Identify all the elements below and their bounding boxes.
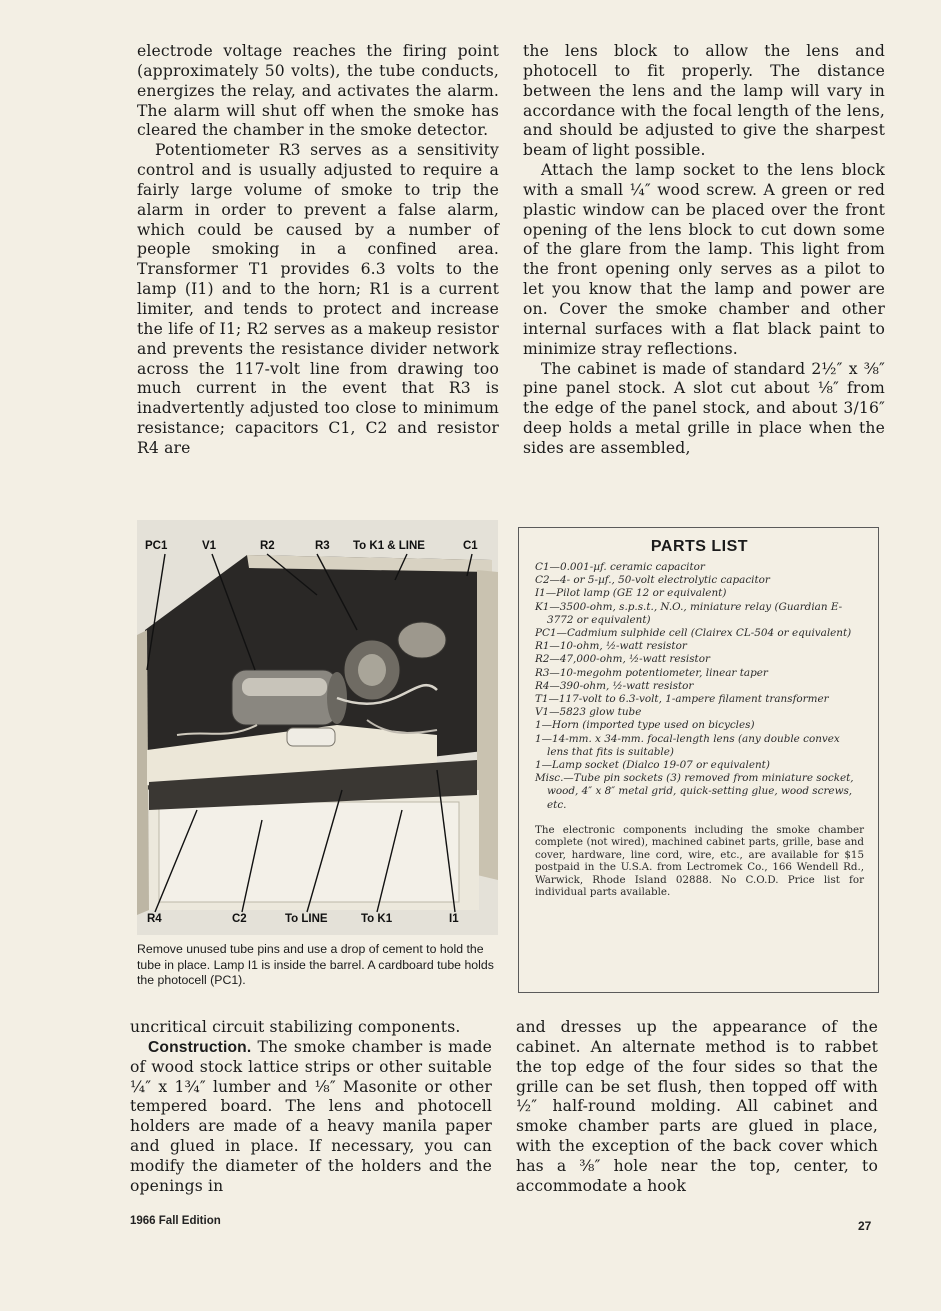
parts-list-item: PC1—Cadmium sulphide cell (Clairex CL-504 or equivalent) <box>535 627 852 640</box>
glow-tube <box>232 670 347 725</box>
assembly-photo-illustration <box>137 520 498 935</box>
relay <box>344 640 400 700</box>
parts-list-item: Misc.—Tube pin sockets (3) removed from miniature socket, wood, 4″ x 8″ metal grid, quick-setting glue, wood screws, etc. <box>535 772 854 811</box>
parts-list-item: 1—Lamp socket (Dialco 19-07 or equivalent) <box>535 759 770 772</box>
photo-label: R4 <box>147 913 162 925</box>
horn <box>398 622 446 658</box>
parts-list-box <box>518 527 879 993</box>
parts-list-item: R2—47,000-ohm, ½-watt resistor <box>535 653 710 666</box>
parts-list-title: PARTS LIST <box>650 538 749 555</box>
parts-list-item: C2—4- or 5-µf., 50-volt electrolytic capacitor <box>535 574 770 587</box>
text-column-top-left <box>137 42 499 459</box>
parts-availability-note: The electronic components including the smoke chamber complete (not wired), machined cabinet parts, grille, base and cover, hardware, line cord, wire, etc., are available for $15 postpaid in the U.S.A. from Lectromek Co., 166 Wendell Rd., Warwick, Rhode Island 02888. No C.O.D. Price list for individual parts available. <box>535 823 864 899</box>
photo-label: To LINE <box>285 913 328 925</box>
paragraph: The cabinet is made of standard 2½″ x ⅜″ pine panel stock. A slot cut about ⅛″ from the edge of the panel stock, and about 3/16″ deep holds a metal grille in place when the sides are assembled, <box>523 359 885 457</box>
parts-list-item: C1—0.001-µf. ceramic capacitor <box>535 561 705 573</box>
parts-list-item: K1—3500-ohm, s.p.s.t., N.O., miniature relay (Guardian E-3772 or equivalent) <box>535 600 843 626</box>
photo-label: To K1 & LINE <box>353 540 425 552</box>
parts-list-item: R4—390-ohm, ½-watt resistor <box>535 679 694 692</box>
paragraph: and dresses up the appearance of the cabinet. An alternate method is to rabbet the top edge of the four sides so that the grille can be set flush, then topped off with ½″ half-round molding. All cabinet and smoke chamber parts are glued in place, with the exception of the back cover which has a ⅜″ hole near the top, center, to accommodate a hook <box>516 1018 878 1195</box>
paragraph: Potentiometer R3 serves as a sensitivity control and is usually adjusted to require a fairly large volume of smoke to trip the alarm in order to prevent a false alarm, which could be caused by a number of people smoking in a confined area. Transformer T1 provides 6.3 volts to the lamp (I1) and to the horn; R1 is a current limiter, and tends to protect and increase the life of I1; R2 serves as a makeup resistor and prevents the resistance divider network across the 117-volt line from drawing too much current in the event that R3 is inadvertently adjusted too close to minimum resistance; capacitors C1, C2 and resistor R4 are <box>137 141 499 457</box>
parts-list-item: 1—Horn (imported type used on bicycles) <box>535 719 755 732</box>
photo-label: To K1 <box>361 913 393 925</box>
paragraph <box>130 1038 492 1197</box>
photo-label: PC1 <box>145 540 168 552</box>
paragraph: the lens block to allow the lens and photocell to fit properly. The distance between the lens and the lamp will vary in accordance with the focal length of the lens, and should be adjusted to give the sharpest beam of light possible. <box>523 42 885 160</box>
photo-label: C2 <box>232 913 247 925</box>
parts-list <box>535 561 864 812</box>
photo-caption: Remove unused tube pins and use a drop of cement to hold the tube in place. Lamp I1 is inside the barrel. A cardboard tube holds the photocell (PC1). <box>137 942 494 987</box>
paragraph: uncritical circuit stabilizing components. <box>130 1018 461 1036</box>
parts-list-item: R1—10-ohm, ½-watt resistor <box>535 640 687 653</box>
parts-list-item: R3—10-megohm potentiometer, linear taper <box>535 666 768 679</box>
footer-edition: 1966 Fall Edition <box>130 1215 221 1227</box>
parts-list-item: 1—14-mm. x 34-mm. focal-length lens (any double convex lens that fits is suitable) <box>535 732 840 758</box>
assembly-photo <box>137 520 498 935</box>
paragraph: Attach the lamp socket to the lens block with a small ¼″ wood screw. A green or red plastic window can be placed over the front opening of the lens block to cut down some of the glare from the lamp. This light from the front opening only serves as a pilot to let you know that the lamp and power are on. Cover the smoke chamber and other internal surfaces with a flat black paint to minimize stray reflections. <box>523 161 885 358</box>
section-heading-construction: Construction. <box>148 1038 252 1056</box>
photo-label: R2 <box>260 540 275 552</box>
photo-label: V1 <box>202 540 217 552</box>
parts-list-item: V1—5823 glow tube <box>535 706 642 719</box>
paragraph-text: The smoke chamber is made of wood stock lattice strips or other suitable ¼″ x 1¾″ lumber and ⅛″ Masonite or other tempered board. The lens and photocell holders are made of a heavy manila paper and glued in place. If necessary, you can modify the diameter of the holders and the openings in <box>130 1037 492 1195</box>
paragraph: electrode voltage reaches the firing point (approximately 50 volts), the tube conducts, energizes the relay, and activates the alarm. The alarm will shut off when the smoke has cleared the chamber in the smoke detector. <box>137 42 499 140</box>
parts-list-item: I1—Pilot lamp (GE 12 or equivalent) <box>535 587 727 600</box>
page-number: 27 <box>858 1219 872 1233</box>
photo-label: I1 <box>449 913 459 925</box>
text-column-top-right <box>523 42 885 459</box>
text-column-bottom-left <box>130 1018 492 1197</box>
photo-label: C1 <box>463 540 478 552</box>
parts-list-item: T1—117-volt to 6.3-volt, 1-ampere filament transformer <box>535 693 829 706</box>
text-column-bottom-right <box>516 1018 878 1197</box>
photo-label: R3 <box>315 540 330 552</box>
capacitor <box>287 728 335 746</box>
